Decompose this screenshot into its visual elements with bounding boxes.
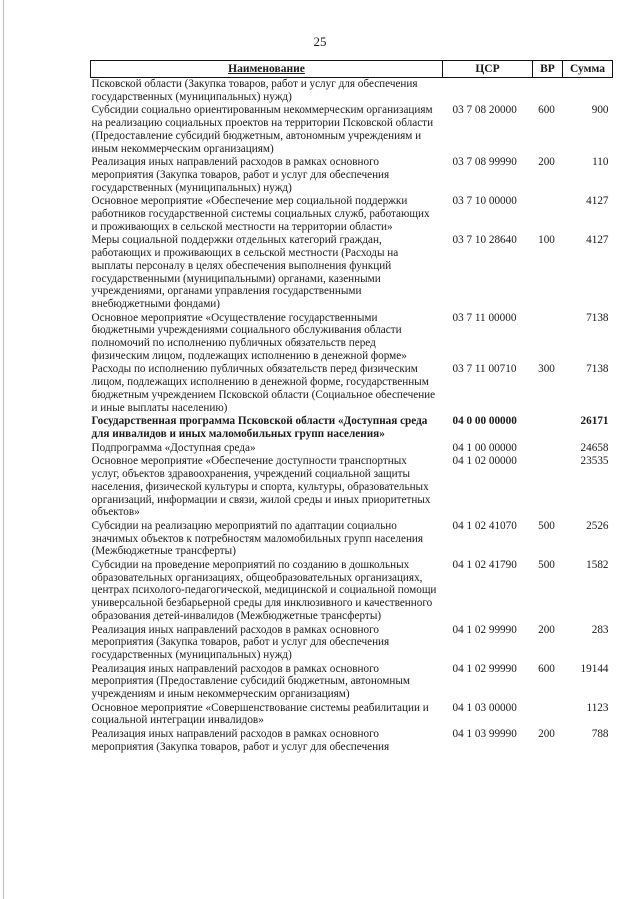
row-name: Реализация иных направлений расходов в рамках основного мероприятия (Предоставление субсидий бюджетным, автономным учреждениям и иным некоммерческим организациям)	[91, 662, 410, 701]
table-row	[91, 233, 613, 310]
row-name: Субсидии на проведение мероприятий по созданию в дошкольных образовательных организациях, общеобразовательных организациях, центрах психолого-педагогической, медицинской и социальной помощи универсальной безбарьерной среды для инклюзивного и качественного образования детей-инвалидов (Межбюджетные трансферты)	[91, 559, 437, 622]
row-csr: 03 7 11 00000	[452, 311, 517, 324]
row-vr: 100	[538, 234, 555, 247]
row-sum: 23535	[580, 455, 609, 468]
row-csr: 04 1 03 00000	[452, 701, 517, 714]
header-vr: ВР	[533, 61, 563, 78]
table-row	[91, 662, 613, 701]
table-row	[91, 701, 613, 727]
row-name: Подпрограмма «Доступная среда»	[91, 441, 256, 454]
table-row	[91, 414, 613, 440]
row-vr: 600	[538, 662, 555, 675]
row-sum: 4127	[586, 195, 609, 208]
row-vr: 200	[538, 728, 555, 741]
row-csr: 03 7 11 00710	[452, 363, 517, 376]
row-csr: 04 1 03 99990	[452, 728, 517, 741]
row-sum: 1582	[586, 559, 609, 572]
table-row	[91, 454, 613, 519]
table-row	[91, 155, 613, 194]
row-name: Реализация иных направлений расходов в рамках основного мероприятия (Закупка товаров, работ и услуг для обеспечения государственных (муниципальных) нужд)	[91, 156, 390, 194]
row-name: Основное мероприятие «Осуществление государственными бюджетными учреждениями социального обслуживания области полномочий по исполнению публичных обязательств перед физическим лицом, подлежащих исполнению в денежной форме»	[91, 311, 407, 362]
row-sum: 110	[592, 156, 609, 169]
row-sum: 19144	[580, 662, 609, 675]
row-name: Субсидии на реализацию мероприятий по адаптации социально значимых объектов к потребностям маломобильных групп населения (Межбюджетные трансферты)	[91, 519, 424, 558]
table-row	[91, 441, 613, 455]
row-sum: 24658	[580, 441, 609, 454]
row-name: Расходы по исполнению публичных обязательств перед физическим лицом, подлежащих исполнению в денежной форме, государственным бюджетным учреждением Псковской области (Социальное обеспечение и иные выплаты населению)	[91, 363, 436, 414]
row-csr: 03 7 08 99990	[452, 156, 517, 169]
row-csr: 04 1 00 00000	[452, 441, 517, 454]
table-row	[91, 311, 613, 363]
budget-table	[90, 60, 613, 754]
row-name: Основное мероприятие «Совершенствование системы реабилитации и социальной интеграции инвалидов»	[91, 701, 429, 727]
row-sum: 26171	[580, 415, 609, 428]
header-csr: ЦСР	[443, 61, 533, 78]
scan-edge-line	[3, 0, 4, 899]
row-sum: 283	[591, 623, 609, 636]
header-sum: Сумма	[563, 61, 613, 78]
row-csr	[443, 78, 533, 104]
row-csr: 03 7 10 28640	[452, 234, 517, 247]
row-name: Основное мероприятие «Обеспечение мер социальной поддержки работников государственной системы социальных служб, работающих и проживающих в сельской местности на территории области»	[91, 195, 430, 233]
row-csr: 04 0 00 00000	[452, 415, 517, 428]
row-name: Реализация иных направлений расходов в рамках основного мероприятия (Закупка товаров, работ и услуг для обеспечения	[91, 728, 390, 753]
row-vr	[533, 311, 563, 363]
row-sum	[563, 78, 613, 104]
row-sum: 788	[591, 728, 609, 741]
row-csr: 03 7 08 20000	[452, 104, 517, 117]
table-row	[91, 194, 613, 233]
row-name: Субсидии социально ориентированным некоммерческим организациям на реализацию социальных проектов на территории Псковской области (Предоставление субсидий бюджетным, автономным учреждениям и иным некоммерческим организациям)	[91, 104, 434, 155]
row-vr	[533, 441, 563, 455]
row-vr	[533, 414, 563, 440]
table-row	[91, 727, 613, 753]
row-vr: 200	[538, 623, 555, 636]
table-header-row	[91, 61, 613, 78]
row-csr: 04 1 02 41070	[452, 519, 517, 532]
row-csr: 04 1 02 41790	[452, 559, 517, 572]
row-name: Государственная программа Псковской области «Доступная среда для инвалидов и иных маломобильных групп населения»	[91, 415, 428, 440]
table-row	[91, 362, 613, 414]
table-row	[91, 558, 613, 623]
row-csr: 04 1 02 99990	[452, 623, 517, 636]
row-sum: 7138	[586, 311, 609, 324]
header-name: Наименование	[91, 61, 443, 78]
row-name: Реализация иных направлений расходов в рамках основного мероприятия (Закупка товаров, работ и услуг для обеспечения государственных (муниципальных) нужд)	[91, 623, 390, 661]
row-vr: 500	[538, 519, 555, 532]
row-vr	[533, 454, 563, 519]
row-name: Меры социальной поддержки отдельных категорий граждан, работающих и проживающих в сельской местности (Расходы на выплаты персоналу в целях обеспечения выполнения функций государственными (муниципальными) органами, казенными учреждениями, органами управления государственными внебюджетными фондами)	[91, 234, 399, 310]
row-vr	[533, 78, 563, 104]
row-name: Псковской области (Закупка товаров, работ и услуг для обеспечения государственных (муниципальных) нужд)	[91, 78, 418, 103]
row-vr: 600	[538, 104, 555, 117]
row-csr: 04 1 02 99990	[452, 662, 517, 675]
table-row	[91, 623, 613, 662]
row-csr: 04 1 02 00000	[452, 455, 517, 468]
table-row	[91, 103, 613, 155]
row-sum: 2526	[586, 519, 609, 532]
row-vr: 500	[538, 559, 555, 572]
row-vr: 300	[538, 363, 555, 376]
row-sum: 4127	[586, 234, 609, 247]
row-vr	[533, 701, 563, 727]
row-sum: 1123	[586, 701, 609, 714]
row-vr: 200	[538, 156, 555, 169]
row-name: Основное мероприятие «Обеспечение доступности транспортных услуг, объектов здравоохранения, учреждений социальной защиты населения, физической культуры и спорта, культуры, образовательных организаций, информации и связи, жилой среды и иных приоритетных объектов»	[91, 455, 431, 519]
table-row	[91, 78, 613, 104]
table-row	[91, 519, 613, 558]
row-csr: 03 7 10 00000	[452, 195, 517, 208]
row-sum: 7138	[586, 363, 609, 376]
row-sum: 900	[591, 104, 609, 117]
page-number: 25	[313, 34, 327, 49]
row-vr	[533, 194, 563, 233]
